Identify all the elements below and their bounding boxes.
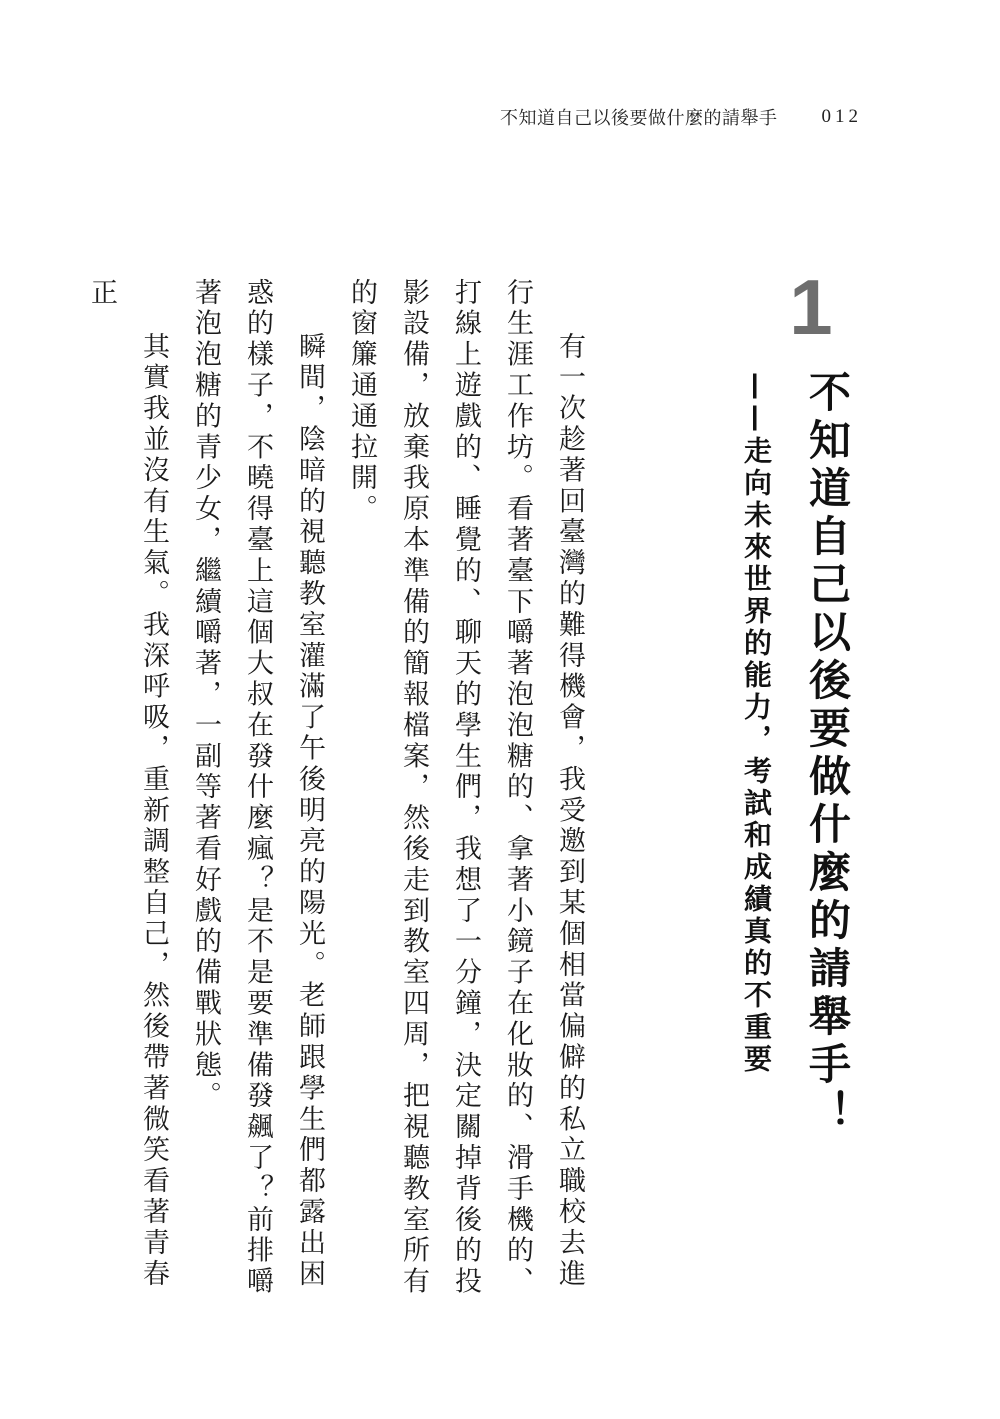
chapter-number: 1 — [789, 263, 833, 351]
paragraph: 其實我並沒有生氣。我深呼吸，重新調整自己，然後帶著微笑看著青春正 — [86, 278, 169, 1290]
page-number: 012 — [821, 106, 862, 127]
chapter-title: 不知道自己以後要做什麼的請舉手！ — [803, 370, 852, 1138]
running-header — [500, 100, 862, 134]
paragraph: 瞬間，陰暗的視聽教室灌滿了午後明亮的陽光。老師跟學生們都露出困惑的樣子，不曉得臺上這個大叔在發什麼瘋？是不是要準備發飆了？前排嚼著泡泡糖的青少女，繼續嚼著，一副等著看好戲的備戰狀態。 — [190, 278, 325, 1298]
paragraph: 有一次趁著回臺灣的難得機會，我受邀到某個相當偏僻的私立職校去進行生涯工作坊。看著臺下嚼著泡泡糖的、拿著小鏡子在化妝的、滑手機的、打線上遊戲的、睡覺的、聊天的學生們，我想了一分鐘，決定關掉背後的投影設備，放棄我原本準備的簡報檔案，然後走到教室四周，把視聽教室所有的窗簾通通拉開。 — [346, 278, 585, 1298]
running-title: 不知道自己以後要做什麼的請舉手 — [500, 108, 778, 129]
body-text — [75, 278, 595, 1298]
chapter-subtitle: ——走向未來世界的能力，考試和成績真的不重要 — [740, 372, 773, 1076]
